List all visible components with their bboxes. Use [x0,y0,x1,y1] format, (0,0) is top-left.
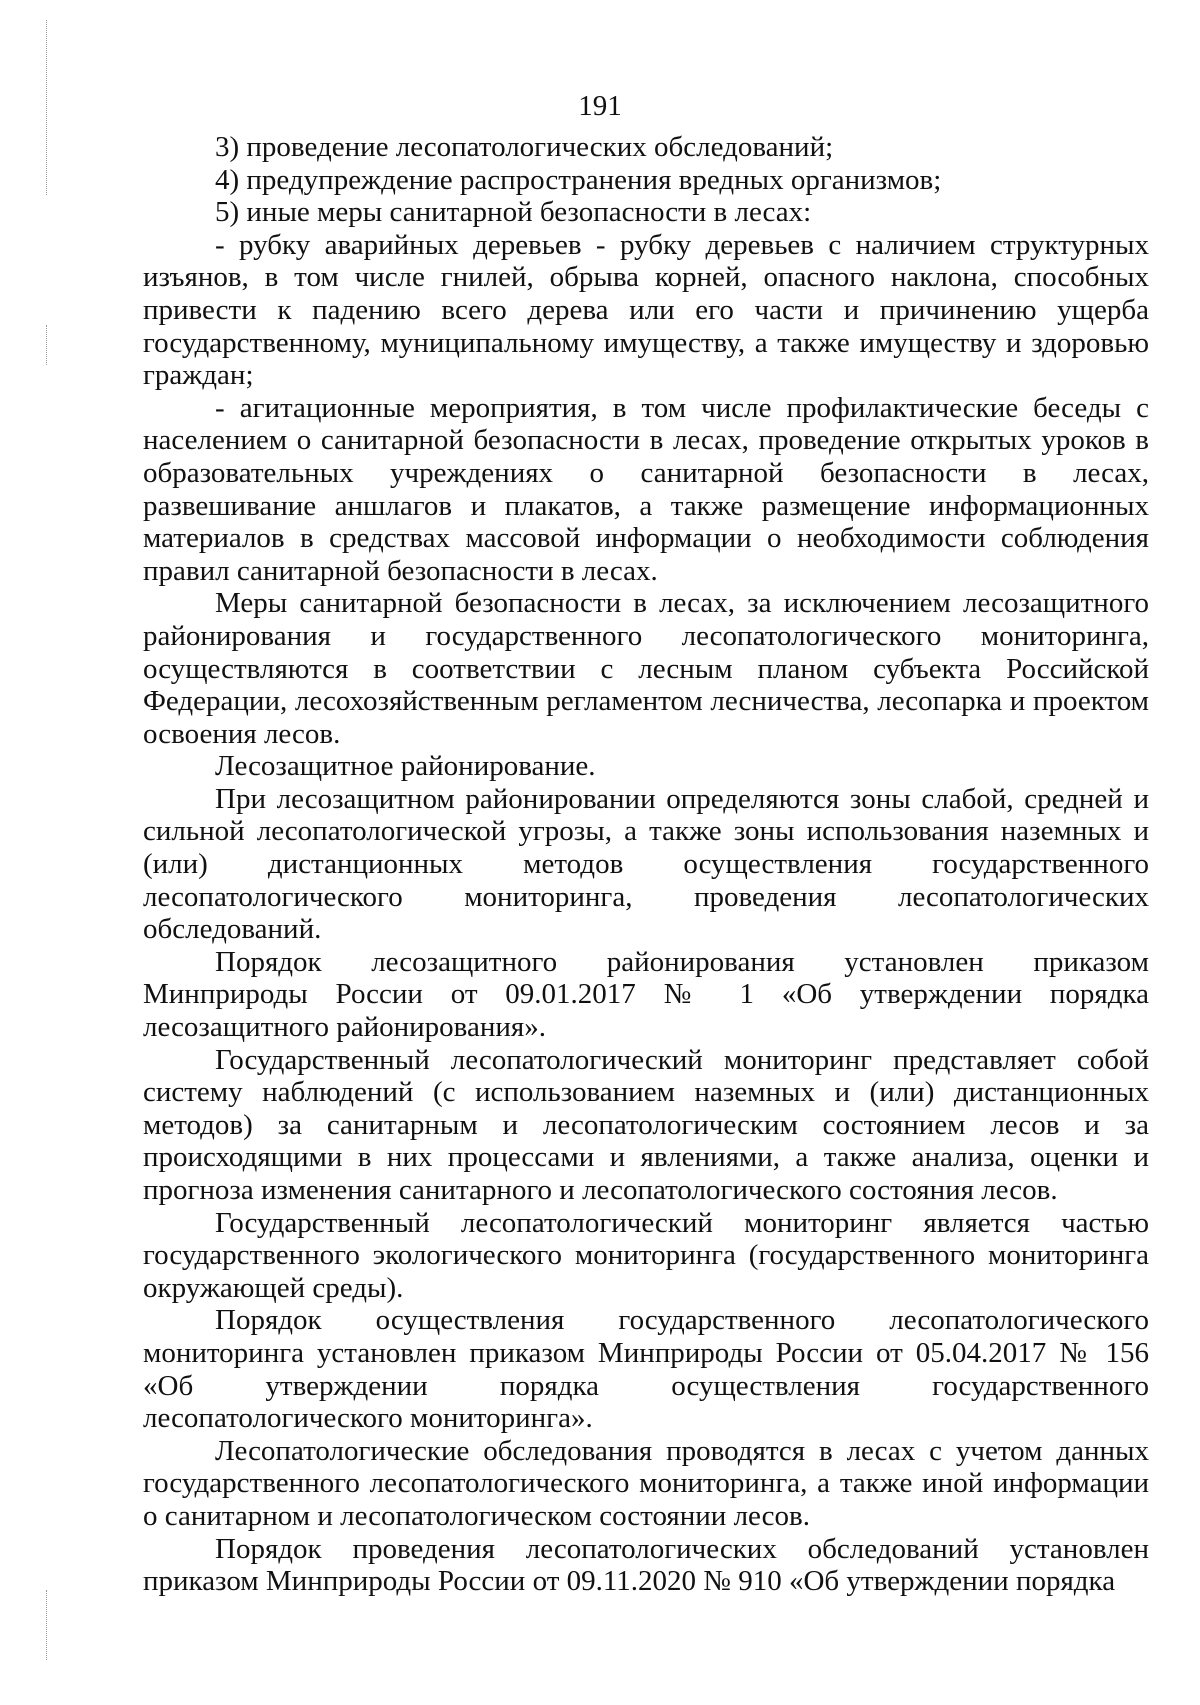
section-heading: Лесозащитное районирование. [215,750,596,783]
paragraph: - рубку аварийных деревьев - рубку деревьев с наличием структурных изъянов, в том числе гнилей, обрыва корней, опасного наклона, способных привести к падению всего дерева или его части и причинению ущерба государственному, муниципальному имуществу, а также имуществу и здоровью граждан; [143,228,1149,392]
paragraph: Порядок лесозащитного районирования установлен приказом Минприроды России от 09.01.2017 № 1 «Об утверждении порядка лесозащитного районирования». [143,945,1149,1044]
paragraph: - агитационные мероприятия, в том числе профилактические беседы с населением о санитарной безопасности в лесах, проведение открытых уроков в образовательных учреждениях о санитарной безопасности в лесах, развешивание аншлагов и плакатов, а также размещение информационных материалов в средствах массовой информации о необходимости соблюдения правил санитарной безопасности в лесах. [143,391,1149,587]
document-body [143,131,1149,1598]
paragraph: Лесопатологические обследования проводятся в лесах с учетом данных государственного лесопатологического мониторинга, а также иной информации о санитарном и лесопатологическом состоянии лесов. [143,1434,1149,1532]
page-number: 191 [578,90,622,122]
paragraph: При лесозащитном районировании определяются зоны слабой, средней и сильной лесопатологической угрозы, а также зоны использования наземных и (или) дистанционных методов осуществления государственного лесопатологического мониторинга, проведения лесопатологических обследований. [143,782,1149,946]
list-item: 4) предупреждение распространения вредных организмов; [215,163,942,196]
paragraph: Государственный лесопатологический мониторинг представляет собой систему наблюдений (с использованием наземных и (или) дистанционных методов) за санитарным и лесопатологическим состоянием лесов и за происходящими в них процессами и явлениями, а также анализа, оценки и прогноза изменения санитарного и лесопатологического состояния лесов. [143,1043,1149,1206]
scan-edge-mark [46,325,47,365]
paragraph: Государственный лесопатологический мониторинг является частью государственного экологического мониторинга (государственного мониторинга окружающей среды). [143,1206,1149,1304]
paragraph: Меры санитарной безопасности в лесах, за исключением лесозащитного районирования и государственного лесопатологического мониторинга, осуществляются в соответствии с лесным планом субъекта Российской Федерации, лесохозяйственным регламентом лесничества, лесопарка и проектом освоения лесов. [143,587,1149,750]
scan-edge-mark [46,1590,47,1660]
list-item: 3) проведение лесопатологических обследований; [215,131,834,163]
paragraph: Порядок проведения лесопатологических обследований установлен приказом Минприроды России от 09.11.2020 № 910 «Об утверждении порядка [143,1532,1149,1598]
list-item: 5) иные меры санитарной безопасности в лесах: [215,196,812,229]
paragraph: Порядок осуществления государственного лесопатологического мониторинга установлен приказом Минприроды России от 05.04.2017 № 156 «Об утверждении порядка осуществления государственного лесопатологического мониторинга». [143,1304,1149,1435]
